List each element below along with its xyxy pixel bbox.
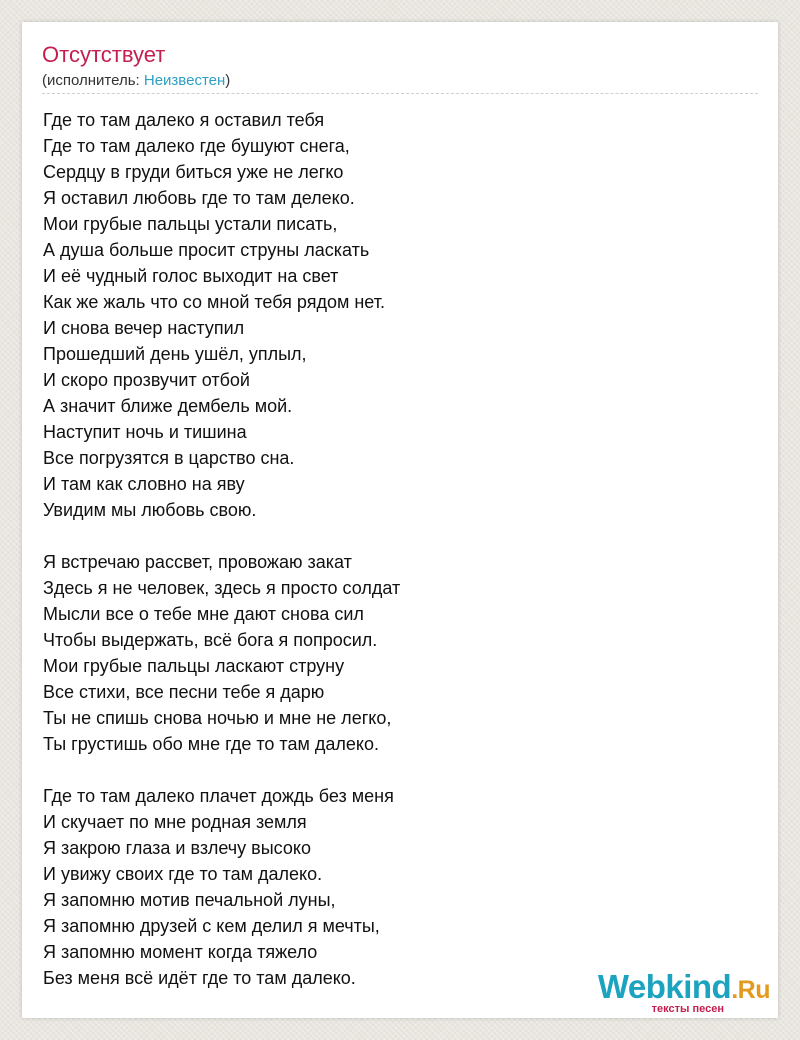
lyrics-card [22,22,778,1018]
brand-tld: .Ru [731,976,770,1004]
lyric-line: Я закрою глаза и взлечу высоко [43,838,311,858]
brand-watermark[interactable] [580,968,770,1016]
lyric-line: Я встречаю рассвет, провожаю закат [43,552,352,572]
lyric-line: Как же жаль что со мной тебя рядом нет. [43,292,385,312]
artist-line [42,72,230,90]
lyrics-stanza [43,783,743,991]
lyric-line: И скучает по мне родная земля [43,812,307,832]
lyric-line: Чтобы выдержать, всё бога я попросил. [43,630,378,650]
lyric-line: Где то там далеко где бушуют снега, [43,136,350,156]
lyric-line: Прошедший день ушёл, уплыл, [43,344,307,364]
lyric-line: Наступит ночь и тишина [43,422,247,442]
lyrics-stanza [43,107,743,523]
lyric-line: Все стихи, все песни тебе я дарю [43,682,325,702]
lyric-line: Увидим мы любовь свою. [43,500,257,520]
lyric-line: А значит ближе дембель мой. [43,396,293,416]
lyric-line: Я запомню друзей с кем делил я мечты, [43,916,380,936]
artist-name-link[interactable]: Неизвестен [143,72,226,89]
lyric-line: А душа больше просит струны ласкать [43,240,370,260]
lyric-line: И её чудный голос выходит на свет [43,266,339,286]
lyric-line: Мысли все о тебе мне дают снова сил [43,604,364,624]
lyric-line: И снова вечер наступил [43,318,245,338]
lyric-line: Мои грубые пальцы устали писать, [43,214,338,234]
artist-prefix: (исполнитель: [42,72,144,89]
lyric-line: Все погрузятся в царство сна. [43,448,295,468]
song-title: Отсутствует [42,42,166,67]
artist-suffix: ) [225,72,231,89]
lyric-line: Мои грубые пальцы ласкают струну [43,656,345,676]
lyric-line: Сердцу в груди биться уже не легко [43,162,344,182]
lyric-line: Здесь я не человек, здесь я просто солдат [43,578,401,598]
lyric-line: И увижу своих где то там далеко. [43,864,323,884]
lyric-line: И там как словно на яву [43,474,245,494]
lyric-line: Я оставил любовь где то там делеко. [43,188,355,208]
lyric-line: Я запомню момент когда тяжело [43,942,318,962]
dashed-divider [42,93,758,94]
lyric-line: Ты не спишь снова ночью и мне не легко, [43,708,392,728]
brand-name: Webkind [597,968,732,1005]
lyric-line: Ты грустишь обо мне где то там далеко. [43,734,379,754]
lyric-line: Без меня всё идёт где то там далеко. [43,968,356,988]
brand-tagline: тексты песен [651,1003,724,1015]
lyrics-stanza [43,549,743,757]
lyric-line: Где то там далеко плачет дождь без меня [43,786,394,806]
lyric-line: Я запомню мотив печальной луны, [43,890,336,910]
lyric-line: Где то там далеко я оставил тебя [43,110,325,130]
lyrics-body [43,107,743,1017]
lyric-line: И скоро прозвучит отбой [43,370,250,390]
